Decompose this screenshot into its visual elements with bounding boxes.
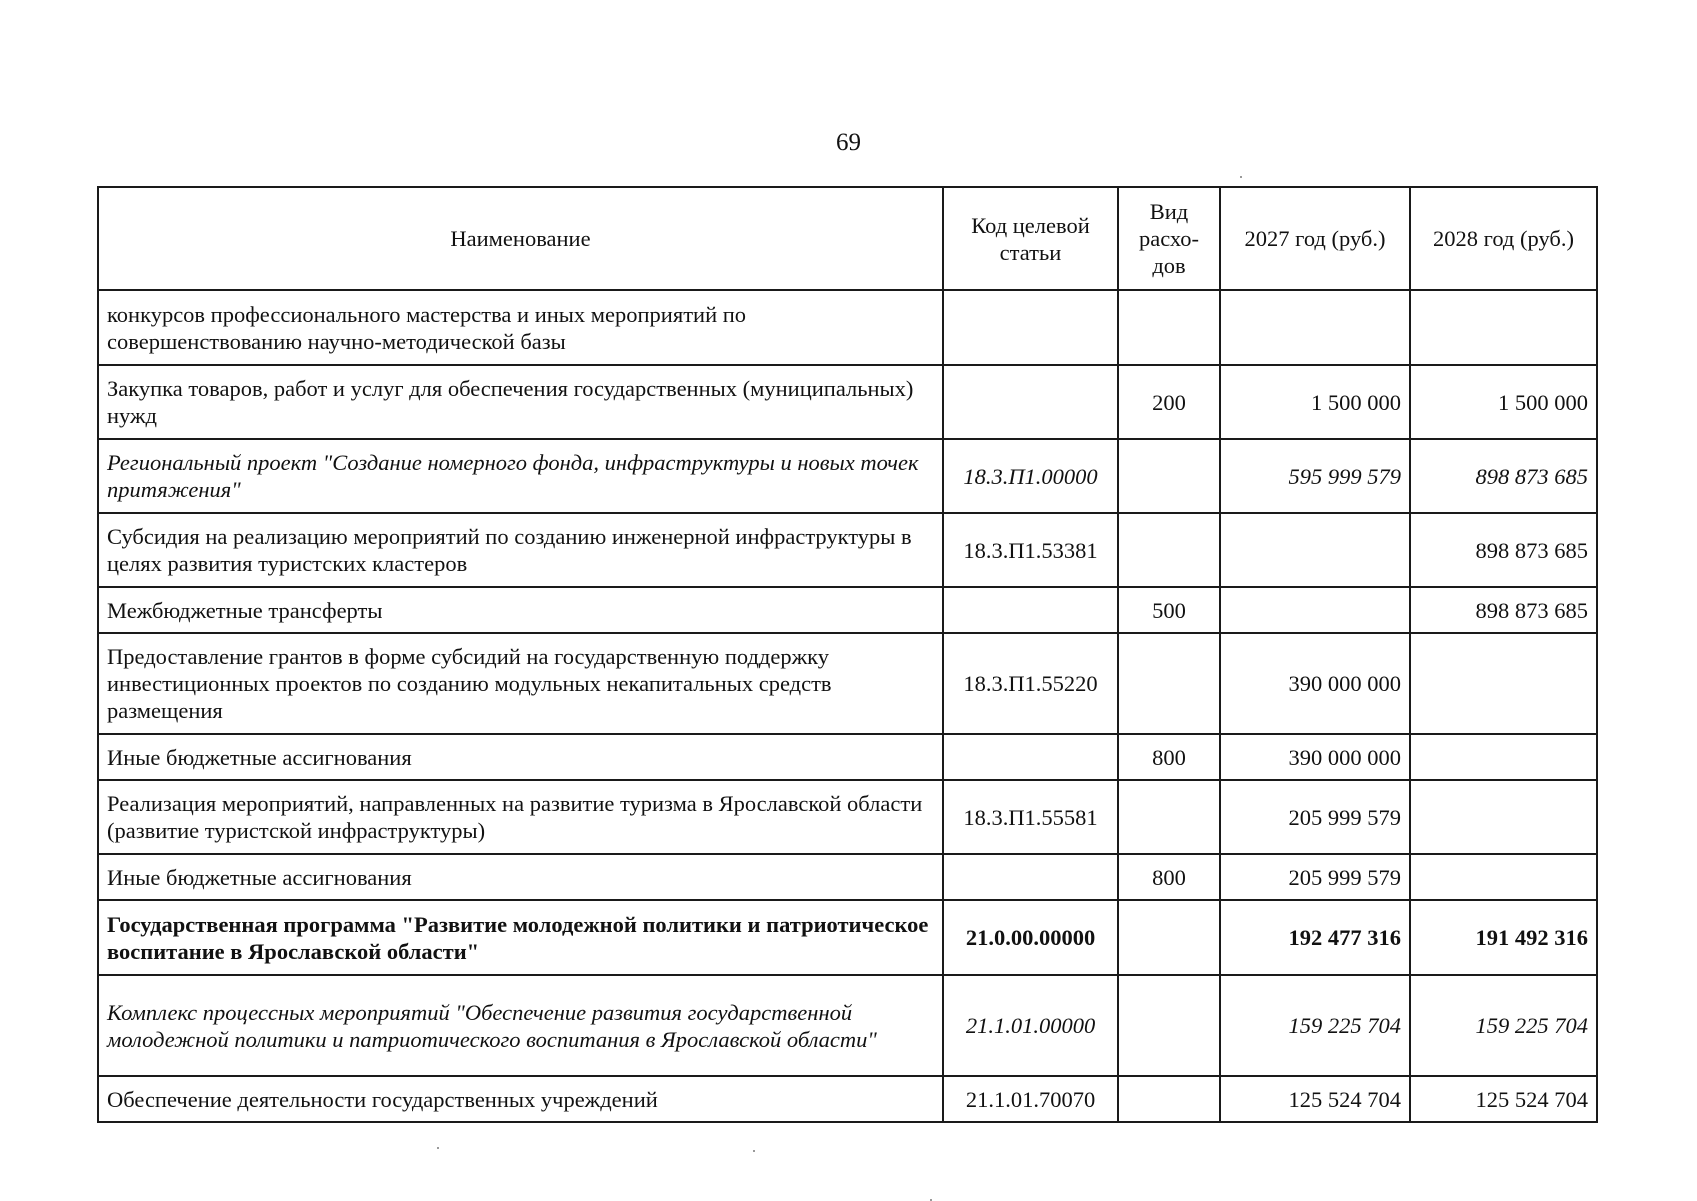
row-kind [1118, 780, 1220, 854]
row-kind [1118, 900, 1220, 975]
page-number: 69 [836, 129, 861, 156]
row-kind [1118, 975, 1220, 1076]
row-name: Закупка товаров, работ и услуг для обеспечения государственных (муниципальных) нужд [98, 365, 943, 439]
row-kind [1118, 633, 1220, 734]
table-row [98, 780, 1597, 854]
row-kind [1118, 439, 1220, 513]
budget-table [97, 186, 1598, 1123]
row-value-2028: 159 225 704 [1410, 975, 1597, 1076]
row-value-2028: 898 873 685 [1410, 513, 1597, 587]
row-value-2027: 1 500 000 [1220, 365, 1410, 439]
row-value-2027: 205 999 579 [1220, 780, 1410, 854]
scan-speck [437, 1147, 439, 1149]
row-code [943, 290, 1118, 365]
row-name: Межбюджетные трансферты [98, 587, 943, 633]
row-code: 18.3.П1.55220 [943, 633, 1118, 734]
row-value-2028: 1 500 000 [1410, 365, 1597, 439]
table-row [98, 900, 1597, 975]
header-year-2027: 2027 год (руб.) [1220, 187, 1410, 290]
table-row [98, 633, 1597, 734]
row-name: Региональный проект "Создание номерного фонда, инфраструктуры и новых точек притяжения" [98, 439, 943, 513]
row-name: Предоставление грантов в форме субсидий на государственную поддержку инвестиционных проектов по созданию модульных некапитальных средств размещения [98, 633, 943, 734]
row-code: 21.1.01.70070 [943, 1076, 1118, 1122]
table-row [98, 854, 1597, 900]
table-row [98, 290, 1597, 365]
header-name: Наименование [98, 187, 943, 290]
row-value-2028 [1410, 633, 1597, 734]
scan-speck [1240, 176, 1242, 178]
row-code: 21.0.00.00000 [943, 900, 1118, 975]
row-name: Иные бюджетные ассигнования [98, 854, 943, 900]
row-name: Государственная программа "Развитие молодежной политики и патриотическое воспитание в Ярославской области" [98, 900, 943, 975]
row-kind [1118, 290, 1220, 365]
row-value-2027 [1220, 513, 1410, 587]
row-value-2027: 390 000 000 [1220, 734, 1410, 780]
row-value-2027: 390 000 000 [1220, 633, 1410, 734]
scan-speck [753, 1150, 755, 1152]
row-value-2027 [1220, 587, 1410, 633]
row-code [943, 734, 1118, 780]
row-code: 21.1.01.00000 [943, 975, 1118, 1076]
table-row [98, 439, 1597, 513]
row-value-2027 [1220, 290, 1410, 365]
row-code [943, 587, 1118, 633]
row-value-2028: 898 873 685 [1410, 439, 1597, 513]
row-name: Иные бюджетные ассигнования [98, 734, 943, 780]
row-value-2028: 898 873 685 [1410, 587, 1597, 633]
row-code: 18.3.П1.00000 [943, 439, 1118, 513]
row-name: конкурсов профессионального мастерства и иных мероприятий по совершенствованию научно-методической базы [98, 290, 943, 365]
row-kind: 800 [1118, 854, 1220, 900]
row-kind: 800 [1118, 734, 1220, 780]
row-name: Комплекс процессных мероприятий "Обеспечение развития государственной молодежной политики и патриотического воспитания в Ярославской области" [98, 975, 943, 1076]
table-row [98, 1076, 1597, 1122]
row-value-2028 [1410, 734, 1597, 780]
table-row [98, 513, 1597, 587]
row-value-2027: 595 999 579 [1220, 439, 1410, 513]
row-kind [1118, 1076, 1220, 1122]
row-value-2027: 125 524 704 [1220, 1076, 1410, 1122]
row-code [943, 854, 1118, 900]
row-value-2028: 191 492 316 [1410, 900, 1597, 975]
table-row [98, 734, 1597, 780]
row-code [943, 365, 1118, 439]
table-row [98, 975, 1597, 1076]
row-kind: 500 [1118, 587, 1220, 633]
table-row [98, 365, 1597, 439]
row-value-2027: 205 999 579 [1220, 854, 1410, 900]
row-value-2028 [1410, 290, 1597, 365]
table-row [98, 587, 1597, 633]
row-name: Обеспечение деятельности государственных учреждений [98, 1076, 943, 1122]
row-value-2027: 159 225 704 [1220, 975, 1410, 1076]
row-name: Реализация мероприятий, направленных на развитие туризма в Ярославской области (развитие туристской инфраструктуры) [98, 780, 943, 854]
row-kind [1118, 513, 1220, 587]
header-kind: Вид расхо-дов [1118, 187, 1220, 290]
row-value-2027: 192 477 316 [1220, 900, 1410, 975]
row-kind: 200 [1118, 365, 1220, 439]
header-year-2028: 2028 год (руб.) [1410, 187, 1597, 290]
row-code: 18.3.П1.55581 [943, 780, 1118, 854]
header-code: Код целевой статьи [943, 187, 1118, 290]
row-code: 18.3.П1.53381 [943, 513, 1118, 587]
row-value-2028: 125 524 704 [1410, 1076, 1597, 1122]
row-value-2028 [1410, 854, 1597, 900]
row-name: Субсидия на реализацию мероприятий по созданию инженерной инфраструктуры в целях развития туристских кластеров [98, 513, 943, 587]
table-header-row [98, 187, 1597, 290]
row-value-2028 [1410, 780, 1597, 854]
